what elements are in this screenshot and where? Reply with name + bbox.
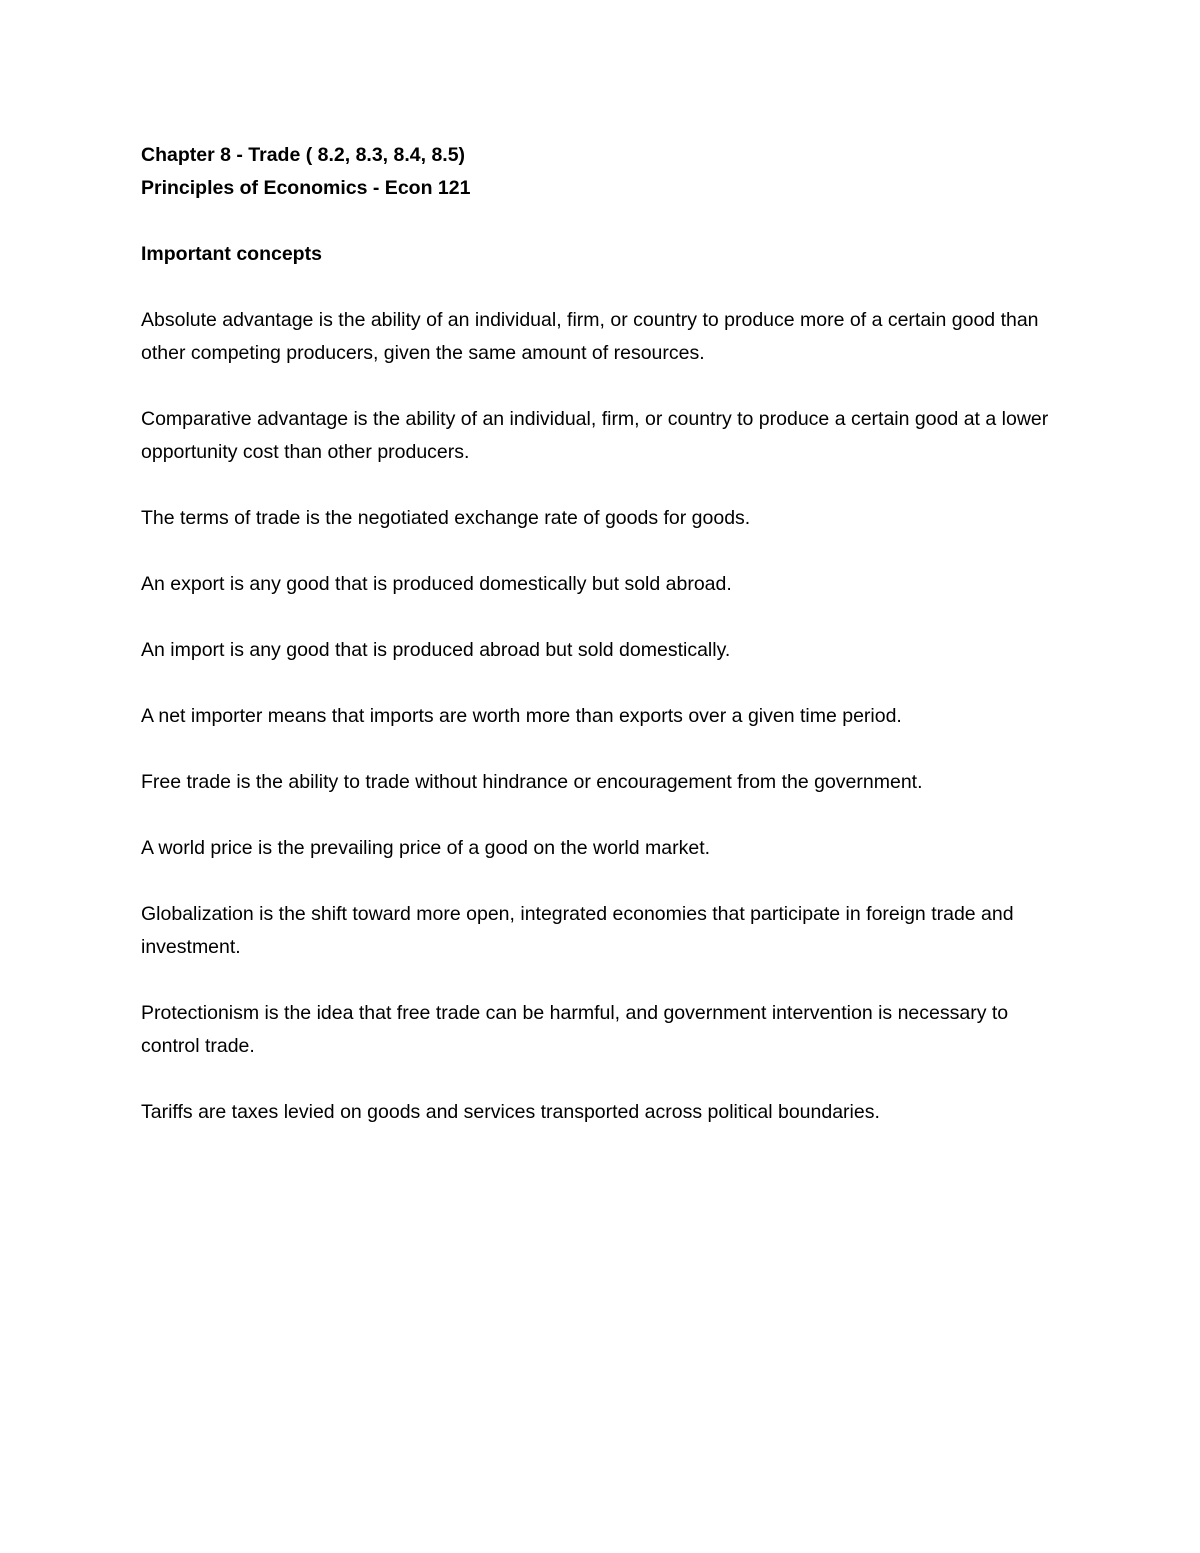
section-heading: Important concepts [141,243,322,265]
definition-world-price: A world price is the prevailing price of a good on the world market. [141,837,711,859]
document-title: Chapter 8 - Trade ( 8.2, 8.3, 8.4, 8.5) [141,144,466,166]
spacer [141,205,1071,238]
spacer [141,271,1071,304]
definition-globalization: Globalization is the shift toward more open, integrated economies that participate in foreign trade and investment. [141,903,1014,958]
definition-absolute-advantage: Absolute advantage is the ability of an individual, firm, or country to produce more of a certain good than other competing producers, given the same amount of resources. [141,309,1039,364]
definition-free-trade: Free trade is the ability to trade without hindrance or encouragement from the government. [141,771,923,793]
definition-protectionism: Protectionism is the idea that free trade can be harmful, and government intervention is necessary to control trade. [141,1002,1009,1057]
definition-comparative-advantage: Comparative advantage is the ability of an individual, firm, or country to produce a certain good at a lower opportunity cost than other producers. [141,408,1049,463]
definition-export: An export is any good that is produced domestically but sold abroad. [141,573,732,595]
definition-tariffs: Tariffs are taxes levied on goods and services transported across political boundaries. [141,1101,880,1123]
course-title: Principles of Economics - Econ 121 [141,177,471,199]
definition-net-importer: A net importer means that imports are worth more than exports over a given time period. [141,705,902,727]
document-body [141,139,1071,1162]
definition-terms-of-trade: The terms of trade is the negotiated exchange rate of goods for goods. [141,507,751,529]
definition-import: An import is any good that is produced abroad but sold domestically. [141,639,731,661]
